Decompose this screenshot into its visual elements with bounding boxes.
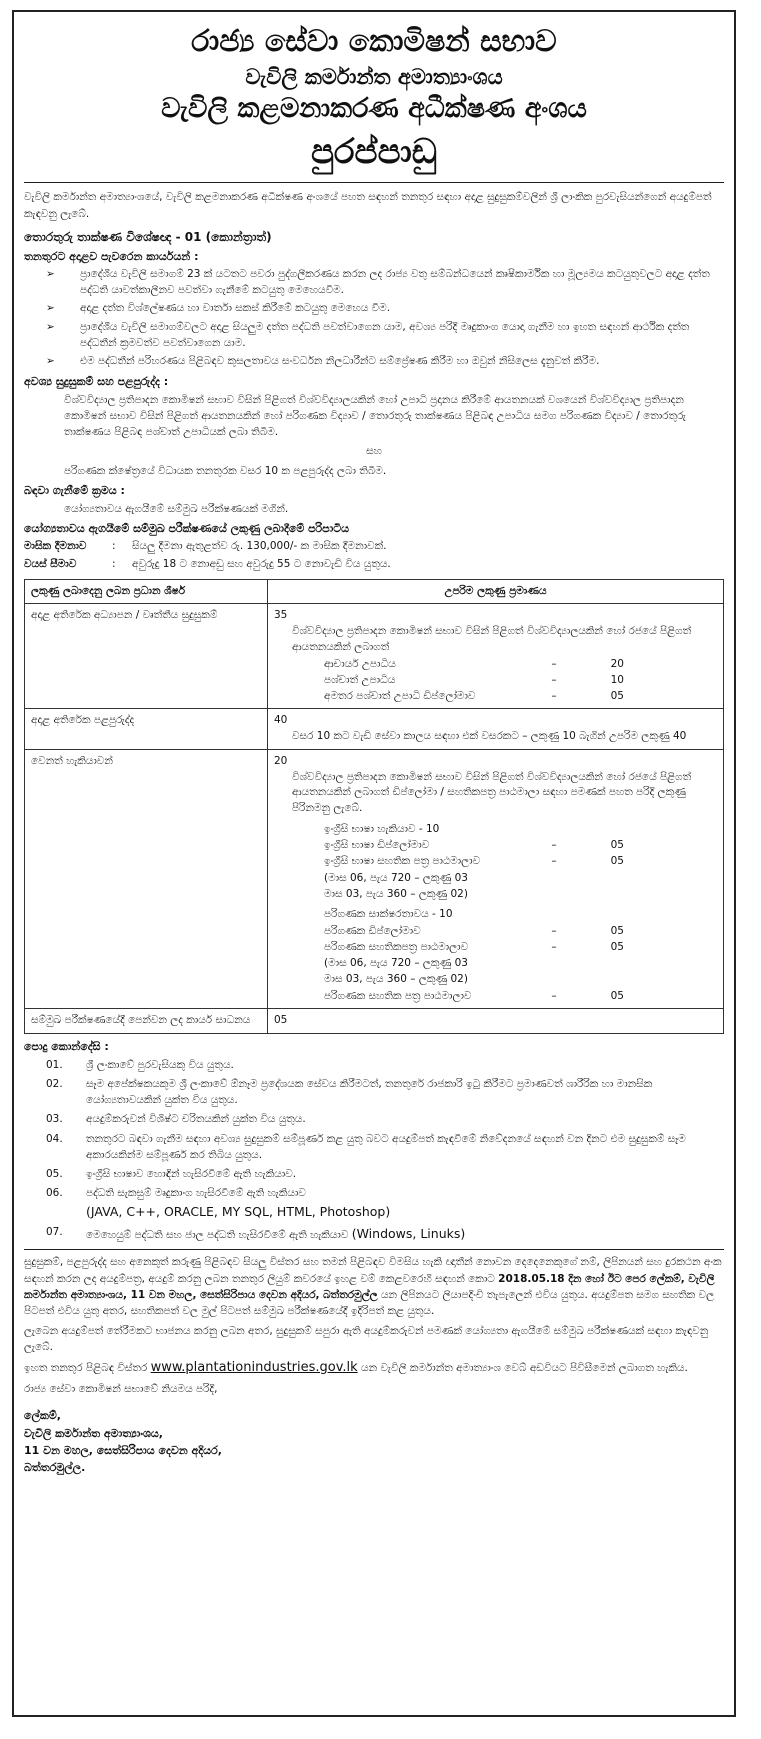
sub-row: පරිගණක සහතිකපත්‍ර පාඨමාලාව – 05 [324,940,624,953]
duties-list [24,266,724,370]
arrow-right-icon: ➢ [46,302,55,315]
marks-table [24,579,724,1034]
list-item: 07. මෙහෙයුම් පද්ධති සහ ජාල පද්ධති හැසිරවීමේ ඇති හැකියාව (Windows, Linuks) [46,1226,466,1242]
sub-note: (මාස 06, පැය 720 – ලකුණු 03 [324,871,468,884]
qualifications-heading: අවශ්‍ය සුදුසුකම් සහ පළපුරුද්ද : [24,374,169,388]
salary-value: සියලු දීමනා ඇතුළත්ව රු. 130,000/- ක මාසික දීමනාවක්. [132,540,387,553]
criteria-cell: අදාළ අතිරේක පළපුරුද්ද [25,709,268,750]
list-item: 01. ශ්‍රී ලංකාවේ පුරවැසියකු විය යුතුය. [46,1058,234,1071]
marks-total: 35 [274,609,288,622]
sub-row: ආචාර්ය උපාධිය – 20 [324,657,624,670]
table-row [25,1008,724,1033]
recruitment-text: යෝග්‍යතාවය ඇගයීමේ සම්මුඛ පරීක්ෂණයක් මගින්. [64,502,289,515]
authority-paragraph: රාජ්‍ය සේවා කොමිෂන් සභාවේ නියමය පරිදි, [24,1383,218,1396]
list-item: ➢ එම පද්ධතීන් පරිහරණය පිළිබඳව කුසලතාවය සංවර්ධන නිලධාරීන්ට සම්ප්‍රේෂණ කිරීම හා ඔවුන් නිසිලෙස දැනුවත් කිරීම. [80,353,724,369]
sub-note: මාස 03, පැය 360 – ලකුණු 02) [324,887,468,900]
intro-paragraph: වැවිලි කර්මාන්ත අමාත්‍යාංශයේ, වැවිලි කළමනාකරණ අධීක්ෂණ අංශයේ පහත සඳහන් තනතුර සඳහා අදාළ සුදුසුකම්වලින් ශ්‍රී ලාංකික පුරවැසියන්ගෙන් අයදුම්පත් කැඳවනු ලැබේ. [24,191,712,220]
marks-description: විශ්වවිද්‍යාල ප්‍රතිපාදන කොමිෂන් සභාව විසින් පිළිගත් විශ්වවිද්‍යාලයකින් හෝ රජයේ පිළිගත් ආයතනයකින් ලබාගත් ඩිප්ලෝමා / සහතිකපත්‍ර පාඨමාලා සඳහා පමණක් පහත පරිදි ලකුණු පිරිනමනු ලැබේ. [292,770,692,815]
sub-row: ඉංග්‍රීසි භාෂා ඩිප්ලෝමාව – 05 [324,839,624,852]
marks-total: 05 [274,1013,288,1026]
division-name: වැවිලි කළමනාකරණ අධීක්ෂණ අංශය [161,93,587,125]
duties-heading: තනතුරට අදාළව පැවරෙන කාර්යයන් : [24,249,199,263]
marks-cell [268,749,724,1008]
deadline-address: 2018.05.18 දින හෝ ඊට පෙර ලේකම්, වැවිලි කර්මාන්ත අමාත්‍යාංශය, 11 වන මහල, සෙත්සිරිපාය දෙවන අදියර, බත්තරමුල්ල [24,1272,715,1301]
arrow-right-icon: ➢ [46,355,55,368]
qualifications-text: විශ්වවිද්‍යාල ප්‍රතිපාදන කොමිෂන් සභාව විසින් පිළිගත් විශ්වවිද්‍යාලයකින් හෝ උපාධි ප්‍රදානය කිරීමේ ආයතනයක් වශයෙන් විශ්වවිද්‍යාල ප්‍රතිපාදන කොමිෂන් සභාව විසින් පිළිගත් ආයතනයකින් හෝ පරිගණක විද්‍යාව / තොරතුරු තාක්ෂණය පිළිබඳ උපාධිය සමග පරිගණක විද්‍යාව / තොරතුරු තාක්ෂණය පිළිබඳ පශ්චාත් උපාධියක් ලබා තිබීම. [64,393,686,439]
selection-paragraph: ලැබෙන අයදුම්පත් තේරීමකට භාජනය කරනු ලබන අතර, සුදුසුකම් සපුරා ඇති අයදුම්කරුවන් පමණක් යෝග්‍යතා ඇගයීමේ සම්මුඛ පරීක්ෂණයක් සඳහා කැඳවනු ලැබේ. [24,1324,709,1353]
list-item: 02. සෑම අපේක්ෂකයකුම ශ්‍රී ලංකාවේ ඕනෑම ප්‍රදේශයක සේවය කිරීමටත්, තනතුරේ රාජකාරි ඉටු කිරීමට ප්‍රමාණවත් ශාරීරික හා මානසික යෝග්‍යතාවයකින් යුක්ත විය යුතුය. [46,1077,653,1107]
application-paragraph: සුදුසුකම්, පළපුරුද්ද සහ අනෙකුත් කරුණු පිළිබඳව සියලු විස්තර සහ තමන් පිළිබඳව විමසිය හැකි ඥාතීන් නොවන දෙදෙනෙකුගේ නම්, ලිපිනයන් සහ දුරකථන අංක සඳහන් කරන ලද අයදුම්පත්‍ර, අයදුම් කරනු ලබන තනතුර ලියුම් කවරයේ ඉහළ වම් කෙළවරෙහි සඳහන් කොට 2018.05.18 දින හෝ ඊට පෙර ලේකම්, වැවිලි කර්මාන්ත අමාත්‍යාංශය, 11 වන මහල, සෙත්සිරිපාය දෙවන අදියර, බත්තරමුල්ල යන ලිපිනයට ලියාපදිංචි තැපැලෙන් එවිය යුතුය. අයදුම්පත සමග සහතික වල පිටපත් එවිය යුතු අතර, සහතිකපත් වල මුල් පිටපත් සම්මුඛ පරීක්ෂණයේදී ඉදිරිපත් කළ යුතුය. [24,1256,722,1318]
website-paragraph: ඉහත තනතුර පිළිබඳ විස්තර www.plantationindustries.gov.lk යන වැවිලි කර්මාන්ත අමාත්‍යාංශ වෙබ් අඩවියට පිවිසීමෙන් ලබාගත හැකිය. [24,1360,688,1376]
age-row [24,556,724,572]
list-item: 05. ඉංග්‍රීසි භාෂාව හොඳින් හැසිරවීමේ ඇති හැකියාව. [46,1168,297,1181]
table-row [25,749,724,1008]
marks-description: වසර 10 කට වැඩි සේවා කාලය සඳහා එක් වසරකට – ලකුණු 10 බැගින් උපරිම ලකුණු 40 [292,730,687,743]
salary-sep: : [112,540,116,553]
list-item: ➢ ප්‍රාදේශීය වැවිලි සමාගම්වලට අදාළ සියලුම දත්ත පද්ධති පවත්වාගෙන යාම, අවශ්‍ය පරිදි මෘදුකාංග යොදා ගැනීම හා ඉහත සඳහන් ආර්ථික දත්ත පද්ධතීන් ක්‍රමවත්ව පවත්වාගෙන යාම. [46,320,690,349]
arrow-right-icon: ➢ [46,267,55,280]
marks-total: 40 [274,714,288,727]
section-divider [24,1249,724,1250]
website-link[interactable]: www.plantationindustries.gov.lk [150,1360,358,1376]
software-list: (JAVA, C++, ORACLE, MY SQL, HTML, Photoshop) [86,1203,391,1219]
marks-description: විශ්වවිද්‍යාල ප්‍රතිපාදන කොමිෂන් සභාව විසින් පිළිගත් විශ්වවිද්‍යාලයකින් හෝ රජයේ පිළිගත් ආයතනයකින් ලබාගත් [292,625,692,653]
signature-block: ලේකම්, වැවිලි කර්මාන්ත අමාත්‍යාංශය, 11 වන මහල, සෙත්සිරිපාය දෙවන අදියර, බත්තරමුල්ල. [24,1409,222,1474]
sub-row: පරිගණක සහතික පත්‍ර පාඨමාලාව – 05 [324,989,624,1002]
list-item: 06. පද්ධති සැකසුම් මෘදුකාංග හැසිරවීමේ ඇති හැකියාව (JAVA, C++, ORACLE, MY SQL, HTML, Photoshop) [46,1187,391,1219]
table-row [25,604,724,709]
age-label: වයස් සීමාව [24,558,77,571]
job-title: තොරතුරු තාක්ෂණ විශේෂඥ - 01 (කොන්ත්‍රාත්) [24,229,272,244]
sub-note: (මාස 06, පැය 720 – ලකුණු 03 [324,957,468,970]
salary-row [24,538,724,554]
criteria-cell: අදාළ අතිරේක අධ්‍යාපන / වෘත්තීය සුදුසුකම් [25,604,268,709]
sub-note: මාස 03, පැය 360 – ලකුණු 02) [324,973,468,986]
sub-row: පරිගණක ඩිප්ලෝමාව – 05 [324,924,624,937]
list-item: ➢ ප්‍රාදේශීය වැවිලි සමාගම් 23 ක් යටතට පවරා පුද්ගලීකරණය කරන ලද රාජ්‍ය වතු සම්බන්ධයෙන් කෘෂිකාර්මික හා මූල්‍යමය කටයුතුවලට අදාළ දත්ත පද්ධති යාවත්කාලීනව පවත්වා ගැනීමේ කටයුතු මෙහෙයවීම. [46,267,710,297]
os-list: (Windows, Linuks) [351,1226,466,1242]
header-divider [24,182,724,183]
conditions-list [24,1057,724,1244]
list-item: ➢ අදාළ දත්ත විශ්ලේෂණය හා වාර්තා සකස් කිරීමේ කටයුතු මෙහෙය වීම. [80,300,724,316]
marks-heading: යෝග්‍යතාවය ඇගයීමේ සම්මුඛ පරීක්ෂණයේ ලකුණු ලබාදීමේ පරිපාටිය [24,522,350,536]
age-value: අවුරුදු 18 ට නොඅඩු සහ අවුරුදු 55 ට නොවැඩි විය යුතුය. [132,558,391,571]
and-text: සහ [366,445,382,458]
notice-title: පුරප්පාඩු [311,131,437,172]
sub-heading: ඉංග්‍රීසි භාෂා හැකියාව - 10 [324,822,440,835]
marks-cell [268,1008,724,1033]
list-item: 04. තනතුරට බඳවා ගැනීම සඳහා අවශ්‍ය සුදුසුකම් සම්පූර්ණ කළ යුතු බවට අයදුම්පත් කැඳවීමේ නිවේදනයේ සඳහන් වන දිනට එම සුදුසුකම් සෑම අකාරයකින්ම සම්පූර්ණ කර තිබිය යුතුය. [46,1132,686,1161]
sub-row: අමතර පශ්චාත් උපාධි ඩිප්ලෝමාව – 05 [324,690,624,703]
conditions-heading: පොදු කොන්දේසි : [24,1039,109,1053]
column-header-criteria: ලකුණු ලබාදෙනු ලබන ප්‍රධාන ශීර්ෂ [25,579,268,604]
list-item: 03. අයදුම්කරුවන් විශිෂ්ට චරිතයකින් යුක්ත විය යුතුය. [46,1113,306,1126]
sub-row: ඉංග්‍රීසි භාෂා සහතික පත්‍ර පාඨමාලාව – 05 [324,855,624,868]
marks-cell [268,709,724,750]
experience-text: පරිගණක ක්ෂේත්‍රයේ විධායක තනතුරක වසර 10 ක පළපුරුද්ද ලබා තිබීම. [64,464,387,477]
table-row [25,709,724,750]
ministry-name: වැවිලි කර්මාන්ත අමාත්‍යාංශය [245,64,503,89]
salary-label: මාසික දීමනාව [24,540,87,553]
marks-cell [268,604,724,709]
commission-name: රාජ්‍ය සේවා කොමිෂන් සභාව [191,24,557,59]
vacancy-notice [12,10,736,1717]
marks-total: 20 [274,754,288,767]
criteria-cell: සම්මුඛ පරීක්ෂණයේදී පෙන්වන ලද කාර්ය සාධනය [25,1008,268,1033]
criteria-cell: වෙනත් හැකියාවන් [25,749,268,1008]
sub-heading: පරිගණක සාක්ෂරතාවය - 10 [324,908,453,921]
age-sep: : [112,558,116,571]
table-header-row [25,579,724,604]
column-header-marks: උපරිම ලකුණු ප්‍රමාණය [268,579,724,604]
recruitment-heading: බඳවා ගැනීමේ ක්‍රමය : [24,483,125,497]
sub-row: පශ්චාත් උපාධිය – 10 [324,673,624,686]
arrow-right-icon: ➢ [46,320,55,333]
notice-header [24,24,724,172]
